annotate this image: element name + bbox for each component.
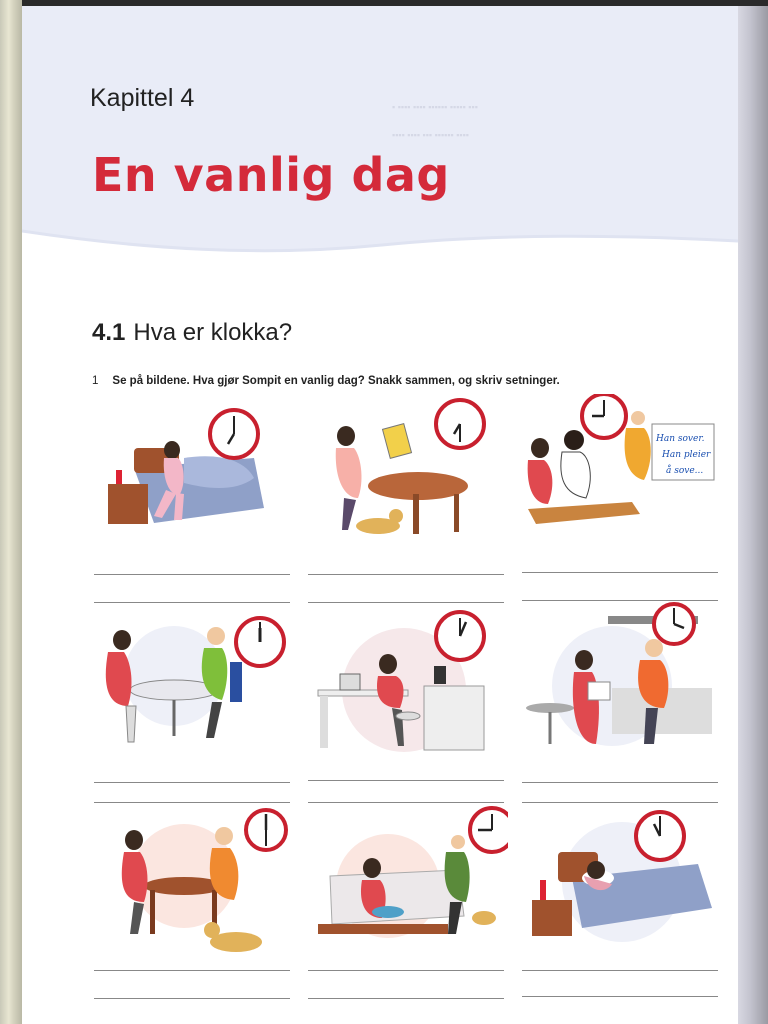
whiteboard-line-3: å sove... [666, 466, 704, 476]
picture-cell-9 [522, 808, 722, 1008]
picture-cell-2 [308, 398, 508, 598]
clock-icon [210, 410, 258, 458]
section-heading [92, 319, 292, 347]
picture-cell-1 [94, 398, 294, 598]
whiteboard-line-2: Han pleier [662, 450, 711, 460]
exercise-instruction [92, 375, 560, 387]
answer-line [94, 998, 290, 999]
section-number: 4.1 [92, 319, 126, 346]
clock-icon [436, 400, 484, 448]
show-through-text: ▪ ▪▪▪▪ ▪▪▪▪ ▪▪▪▪▪▪ ▪▪▪▪▪ ▪▪▪ [392, 102, 478, 112]
picture-cell-8 [308, 806, 508, 1006]
section-title: Hva er klokka? [133, 319, 293, 346]
picture-cell-7 [94, 806, 294, 1006]
answer-line [94, 802, 290, 803]
answer-line [94, 602, 290, 603]
page-edge [738, 6, 768, 1024]
book-binding [0, 0, 22, 1024]
clock-icon [636, 812, 684, 860]
clock-icon [582, 394, 626, 438]
whiteboard-line-1: Han sover. [656, 434, 705, 444]
clock-icon [654, 604, 694, 644]
answer-line [522, 802, 718, 803]
answer-line [308, 574, 504, 575]
answer-line [308, 780, 504, 781]
picture-evening-sofa [308, 806, 508, 956]
clock-icon [470, 808, 508, 852]
answer-line [308, 802, 504, 803]
answer-line [308, 602, 504, 603]
answer-line [94, 970, 290, 971]
answer-line [94, 782, 290, 783]
picture-bedtime [522, 808, 722, 958]
exercise-number: 1 [92, 375, 99, 387]
picture-cell-3 [522, 394, 722, 594]
picture-lunch [94, 606, 294, 756]
picture-office-work [522, 596, 722, 746]
chapter-title: En vanlig dag [92, 148, 450, 202]
clock-icon [436, 612, 484, 660]
picture-breakfast [308, 398, 508, 548]
answer-line [308, 998, 504, 999]
answer-line [308, 970, 504, 971]
picture-cell-6 [522, 596, 722, 796]
chapter-label: Kapittel 4 [90, 84, 195, 112]
clock-icon [246, 810, 286, 850]
answer-line [94, 574, 290, 575]
textbook-page [22, 6, 738, 1024]
picture-cell-5 [308, 610, 508, 810]
picture-waking-up [94, 398, 294, 548]
answer-line [522, 782, 718, 783]
picture-computer-work [308, 610, 508, 760]
clock-icon [236, 618, 284, 666]
picture-dinner [94, 806, 294, 956]
picture-cell-4 [94, 606, 294, 806]
answer-line [522, 996, 718, 997]
show-through-text-2: ▪▪▪▪ ▪▪▪▪ ▪▪▪ ▪▪▪▪▪▪ ▪▪▪▪ [392, 130, 470, 140]
instruction-text: Se på bildene. Hva gjør Sompit en vanlig dag? Snakk sammen, og skriv setninger. [112, 375, 560, 387]
answer-line [522, 572, 718, 573]
answer-line [522, 970, 718, 971]
picture-classroom [522, 394, 722, 544]
wave-divider [22, 221, 738, 281]
